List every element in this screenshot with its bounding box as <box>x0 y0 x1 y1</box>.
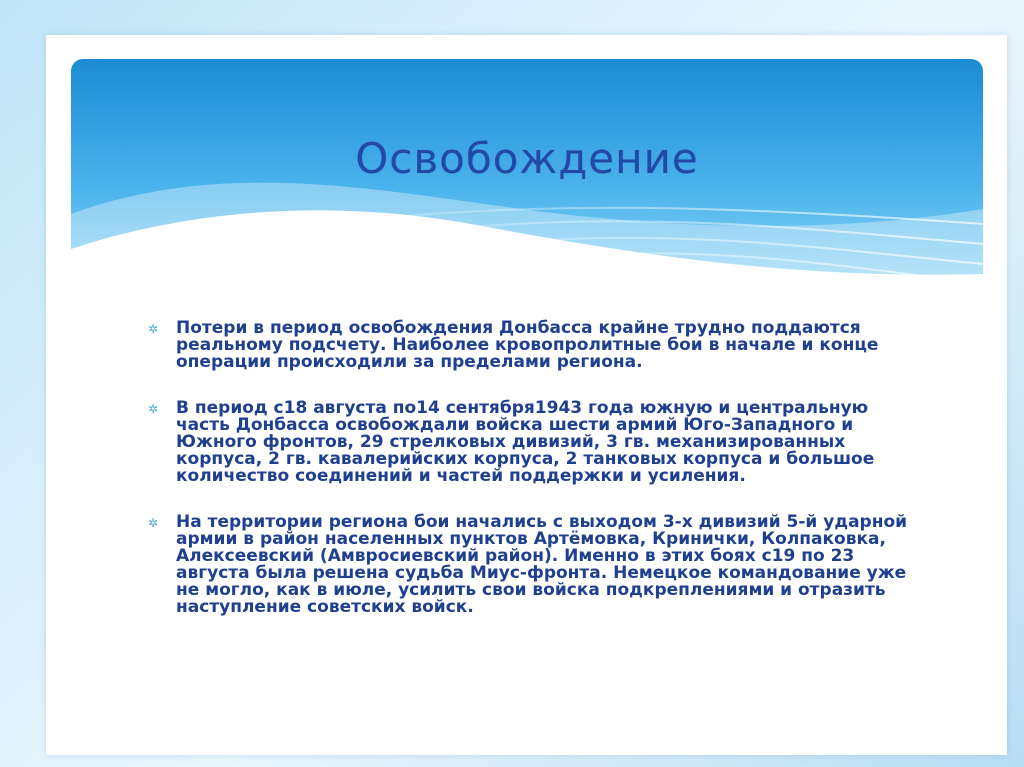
list-item <box>146 514 916 616</box>
slide-title: Освобождение <box>355 134 699 183</box>
bullet-text: На территории региона бои начались с выходом 3-х дивизий 5-й ударной армии в район населенных пунктов Артёмовка, Кринички, Колпаковка, Алексеевский (Амвросиевский район). Именно в этих боях с19 по 23 августа была решена судьба Миус-фронта. Немецкое командование уже не могло, как в июле, усилить свои войска подкреплениями и отразить наступление советских войск. <box>176 512 908 617</box>
bullet-text: Потери в период освобождения Донбасса крайне трудно поддаются реальному подсчету. Наиболее кровопролитные бои в начале и конце операции происходили за пределами региона. <box>176 318 879 372</box>
list-item <box>146 400 916 485</box>
bullet-text: В период с18 августа по14 сентября1943 года южную и центральную часть Донбасса освобождали войска шести армий Юго-Западного и Южного фронтов, 29 стрелковых дивизий, 3 гв. механизированных корпуса, 2 гв. кавалерийских корпуса, 2 танковых корпуса и большое количество соединений и частей поддержки и усиления. <box>176 398 875 486</box>
asterisk-bullet-icon: ✲ <box>148 516 159 530</box>
asterisk-bullet-icon: ✲ <box>148 402 159 416</box>
asterisk-bullet-icon: ✲ <box>148 322 159 336</box>
list-item <box>146 320 916 371</box>
header-banner <box>71 59 983 299</box>
slide <box>46 35 1007 755</box>
bullet-list <box>146 320 916 645</box>
